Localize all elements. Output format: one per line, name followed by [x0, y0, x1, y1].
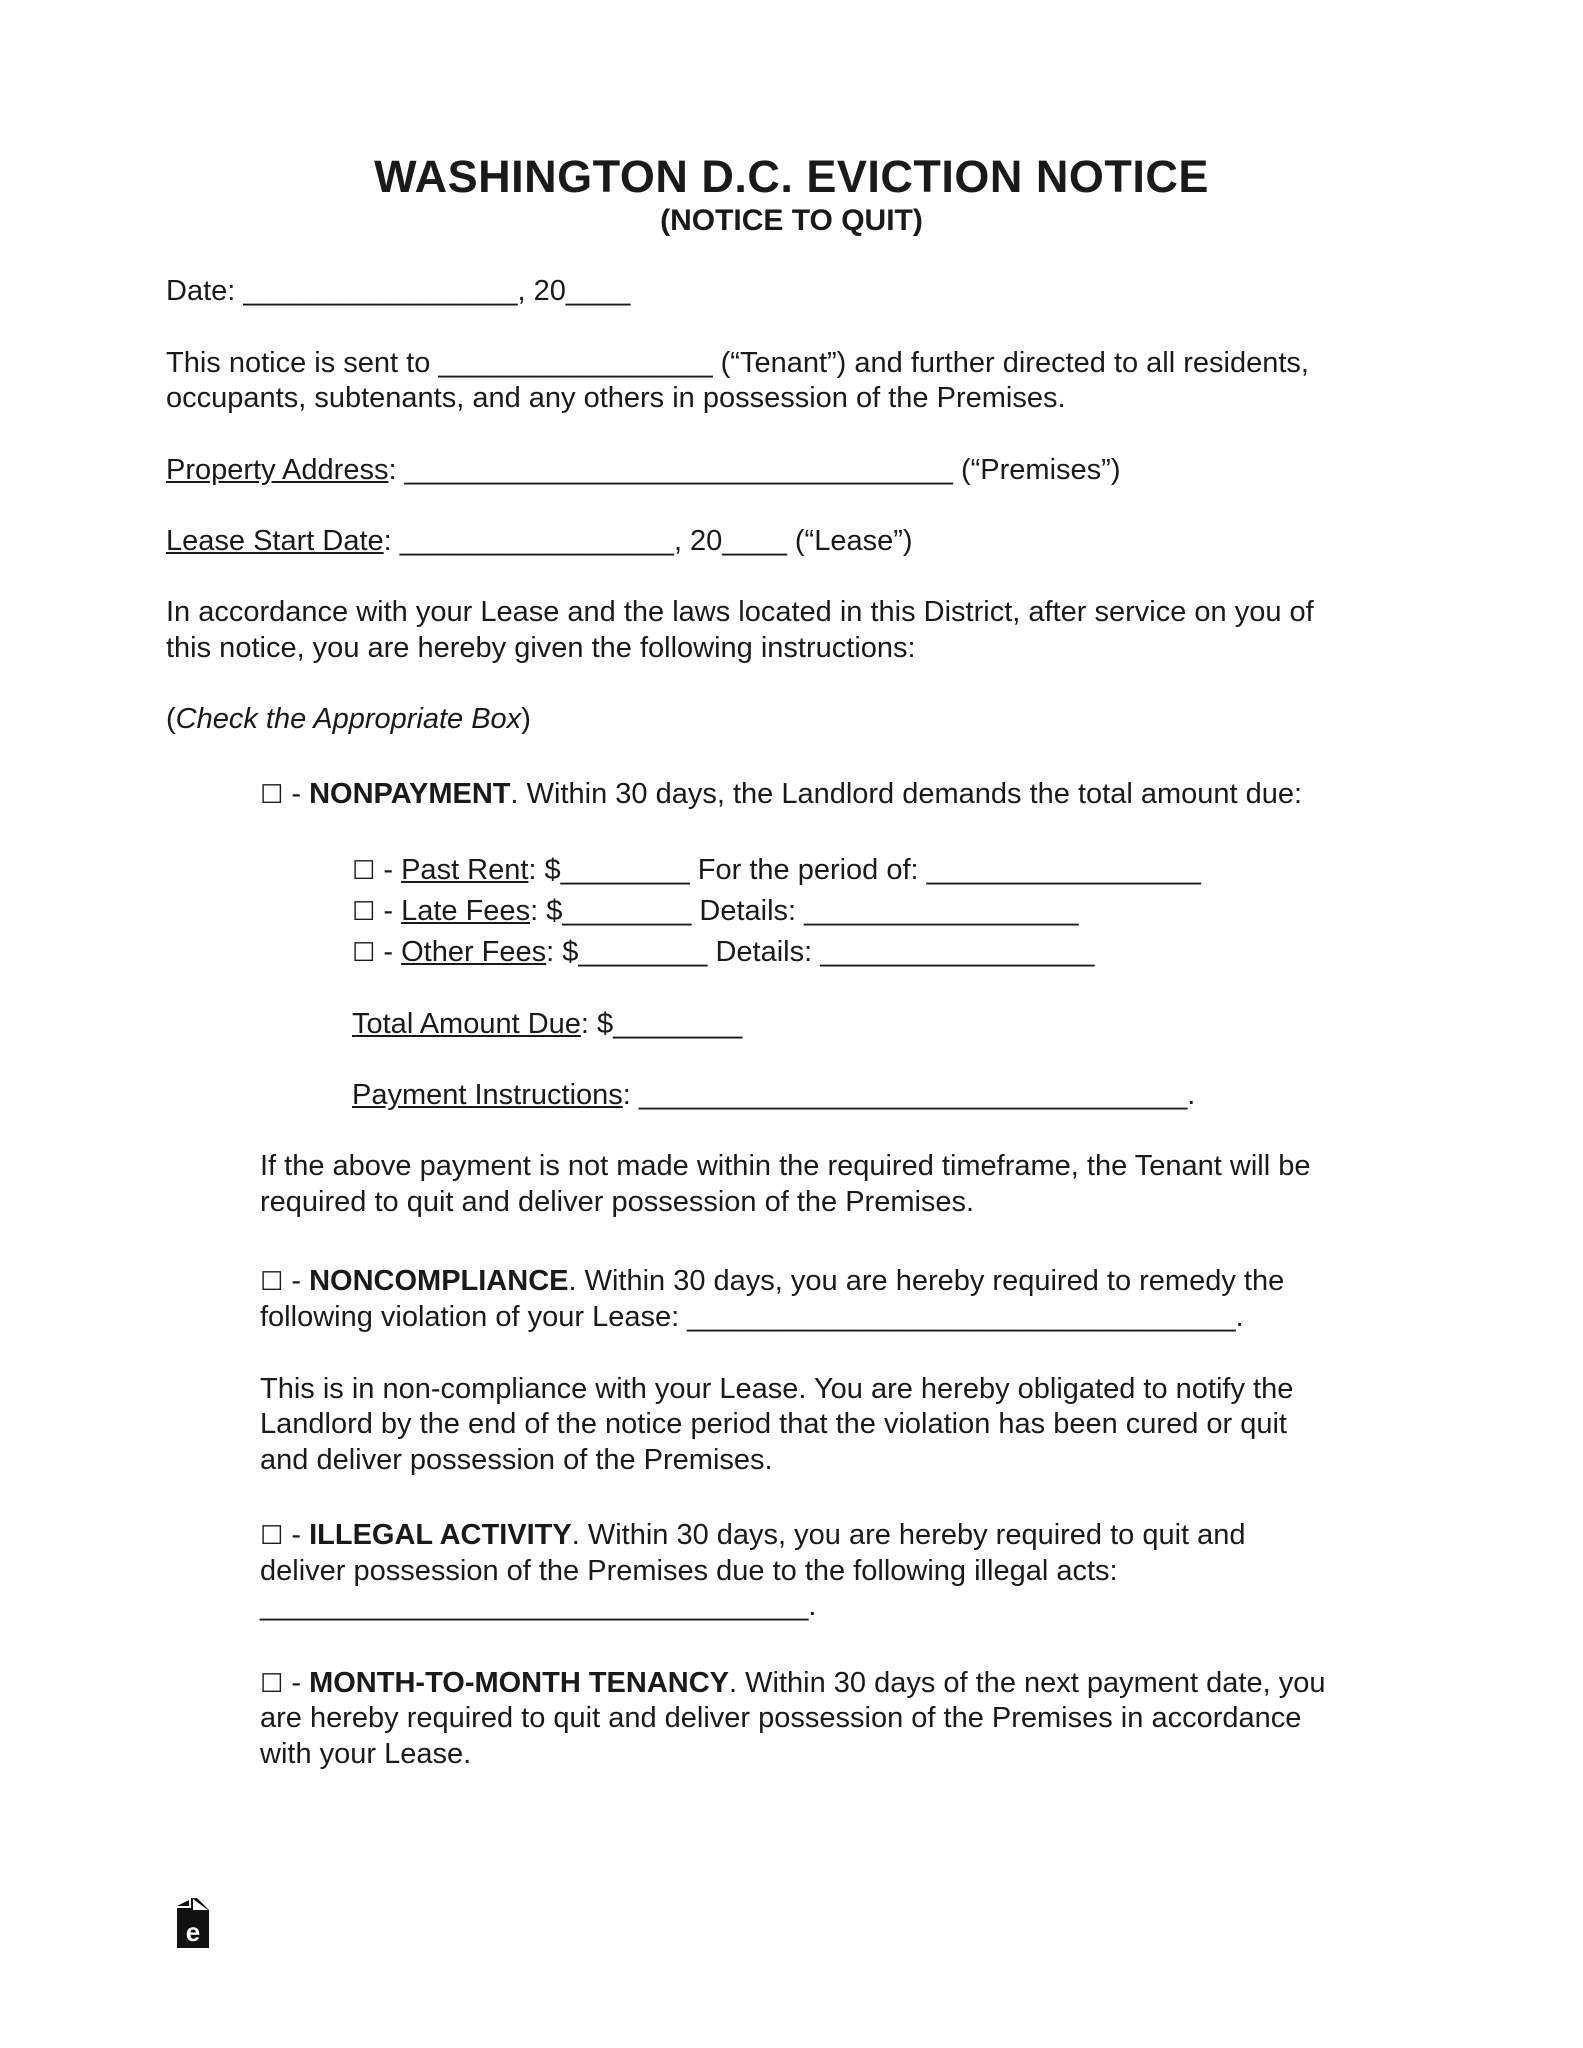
noncompliance-line-2: following violation of your Lease: __________________________________. [260, 1301, 1244, 1333]
other-fees-item: ☐ - Other Fees: $________ Details: _________________ [352, 936, 1095, 968]
date-line: Date: _________________, 20____ [166, 275, 631, 307]
illegal-activity-line-2: deliver possession of the Premises due to the following illegal acts: [260, 1555, 1118, 1587]
month-to-month-heading: MONTH-TO-MONTH TENANCY [309, 1667, 730, 1699]
past-rent-checkbox[interactable]: ☐ [352, 856, 376, 886]
accordance-line-1: In accordance with your Lease and the laws located in this District, after service on you of [166, 596, 1314, 628]
illegal-activity-checkbox[interactable]: ☐ [260, 1521, 284, 1551]
document-title: WASHINGTON D.C. EVICTION NOTICE [374, 151, 1209, 202]
accordance-line-2: this notice, you are hereby given the following instructions: [166, 632, 916, 664]
notice-sent-line-1: This notice is sent to _________________ (“Tenant”) and further directed to all residents, [166, 347, 1309, 379]
month-to-month-option: ☐ - MONTH-TO-MONTH TENANCY. Within 30 days of the next payment date, you [260, 1667, 1326, 1699]
nonpayment-option: ☐ - NONPAYMENT. Within 30 days, the Landlord demands the total amount due: [260, 778, 1303, 810]
noncompliance-para-line-3: and deliver possession of the Premises. [260, 1444, 773, 1476]
eforms-document-logo-icon [175, 1898, 211, 1948]
past-rent-label: Past Rent [401, 854, 529, 886]
noncompliance-para-line-2: Landlord by the end of the notice period that the violation has been cured or quit [260, 1408, 1287, 1440]
illegal-activity-option: ☐ - ILLEGAL ACTIVITY. Within 30 days, you are hereby required to quit and [260, 1519, 1246, 1551]
notice-sent-line-2: occupants, subtenants, and any others in possession of the Premises. [166, 382, 1066, 414]
property-address-label: Property Address [166, 454, 389, 486]
illegal-activity-line-3: __________________________________. [260, 1590, 817, 1622]
nonpayment-checkbox[interactable]: ☐ [260, 780, 284, 810]
lease-start-label: Lease Start Date [166, 525, 384, 557]
month-to-month-line-2: are hereby required to quit and deliver possession of the Premises in accordance [260, 1702, 1302, 1734]
nonpayment-after-line-1: If the above payment is not made within the required timeframe, the Tenant will be [260, 1150, 1311, 1182]
late-fees-item: ☐ - Late Fees: $________ Details: _________________ [352, 895, 1079, 927]
payment-instructions-line: Payment Instructions: __________________________________. [352, 1079, 1196, 1111]
past-rent-item: ☐ - Past Rent: $________ For the period of: _________________ [352, 854, 1201, 886]
month-to-month-checkbox[interactable]: ☐ [260, 1669, 284, 1699]
late-fees-checkbox[interactable]: ☐ [352, 897, 376, 927]
document-subtitle: (NOTICE TO QUIT) [660, 204, 923, 237]
nonpayment-after-line-2: required to quit and deliver possession of the Premises. [260, 1186, 975, 1218]
lease-start-line [166, 524, 913, 560]
total-amount-label: Total Amount Due [352, 1008, 581, 1040]
other-fees-checkbox[interactable]: ☐ [352, 938, 376, 968]
late-fees-label: Late Fees [401, 895, 531, 927]
noncompliance-checkbox[interactable]: ☐ [260, 1267, 284, 1297]
check-instruction-text: Check the Appropriate Box [175, 703, 522, 735]
property-address-line [166, 453, 1120, 489]
nonpayment-heading: NONPAYMENT [309, 778, 511, 810]
noncompliance-heading: NONCOMPLIANCE [309, 1265, 569, 1297]
payment-instructions-label: Payment Instructions [352, 1079, 623, 1111]
lease-start-blank: : _________________, 20____ (“Lease”) [383, 525, 913, 557]
month-to-month-line-3: with your Lease. [260, 1738, 472, 1770]
logo-letter: e [185, 1917, 201, 1947]
total-amount-line: Total Amount Due: $________ [352, 1008, 743, 1040]
property-address-blank: : __________________________________ (“Premises”) [388, 454, 1121, 486]
noncompliance-option: ☐ - NONCOMPLIANCE. Within 30 days, you are hereby required to remedy the [260, 1265, 1285, 1297]
noncompliance-para-line-1: This is in non-compliance with your Lease. You are hereby obligated to notify the [260, 1373, 1294, 1405]
check-instruction: (Check the Appropriate Box) [166, 703, 531, 735]
other-fees-label: Other Fees [401, 936, 547, 968]
illegal-activity-heading: ILLEGAL ACTIVITY [309, 1519, 572, 1551]
